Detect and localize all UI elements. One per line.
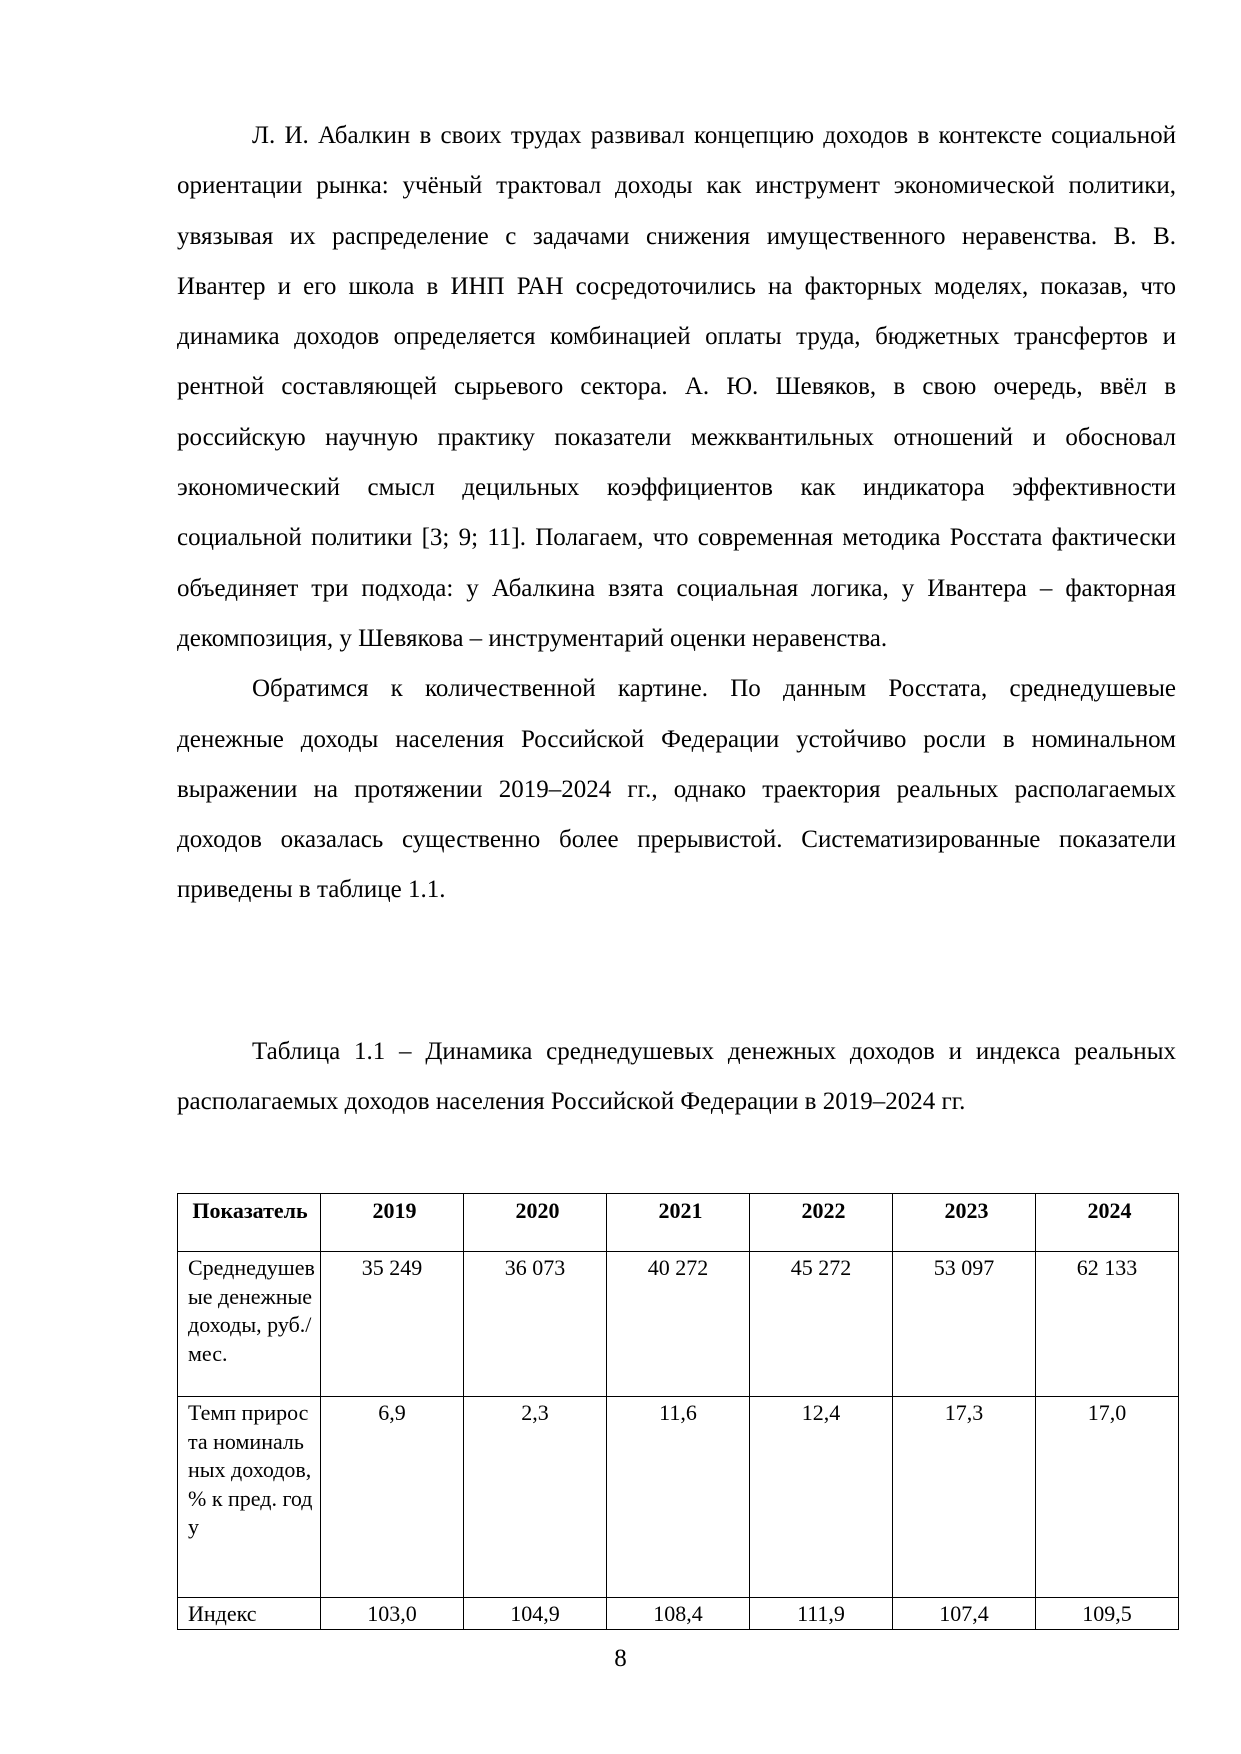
table-cell: 107,4: [893, 1598, 1036, 1630]
table-header-row: [178, 1194, 1179, 1252]
table-cell: 45 272: [750, 1252, 893, 1397]
table-row: [178, 1598, 1179, 1630]
table-cell: 36 073: [464, 1252, 607, 1397]
table-caption-block: [177, 1027, 1176, 1128]
table-cell: 17,0: [1036, 1397, 1179, 1598]
table-row: [178, 1252, 1179, 1397]
body-text: [177, 111, 1176, 916]
table-cell: 12,4: [750, 1397, 893, 1598]
table-cell: 35 249: [321, 1252, 464, 1397]
row-label: Среднедушевые денежные доходы, руб./мес.: [178, 1252, 321, 1397]
table-cell: 11,6: [607, 1397, 750, 1598]
row-label: Темп прироста номинальных доходов, % к пред. году: [178, 1397, 321, 1598]
table-cell: 103,0: [321, 1598, 464, 1630]
header-year: 2019: [321, 1194, 464, 1252]
header-year: 2024: [1036, 1194, 1179, 1252]
table-cell: 6,9: [321, 1397, 464, 1598]
paragraph-2: Обратимся к количественной картине. По данным Росстата, среднедушевые денежные доходы населения Российской Федерации устойчиво росли в номинальном выражении на протяжении 2019–2024 гг., однако траектория реальных располагаемых доходов оказалась существенно более прерывистой. Систематизированные показатели приведены в таблице 1.1.: [177, 675, 1176, 904]
table-cell: 17,3: [893, 1397, 1036, 1598]
table-caption: Таблица 1.1 – Динамика среднедушевых денежных доходов и индекса реальных располагаемых доходов населения Российской Федерации в 2019–2024 гг.: [177, 1038, 1176, 1116]
table-cell: 111,9: [750, 1598, 893, 1630]
table-cell: 2,3: [464, 1397, 607, 1598]
table-cell: 104,9: [464, 1598, 607, 1630]
table-cell: 40 272: [607, 1252, 750, 1397]
table-cell: 109,5: [1036, 1598, 1179, 1630]
header-year: 2023: [893, 1194, 1036, 1252]
table-cell: 62 133: [1036, 1252, 1179, 1397]
table-cell: 108,4: [607, 1598, 750, 1630]
page-number: 8: [614, 1645, 627, 1672]
header-year: 2021: [607, 1194, 750, 1252]
income-table: [177, 1193, 1179, 1630]
header-indicator: Показатель: [178, 1194, 321, 1252]
row-label: Индекс: [178, 1598, 321, 1630]
table-row: [178, 1397, 1179, 1598]
header-year: 2020: [464, 1194, 607, 1252]
table-cell: 53 097: [893, 1252, 1036, 1397]
paragraph-1: Л. И. Абалкин в своих трудах развивал концепцию доходов в контексте социальной ориентации рынка: учёный трактовал доходы как инструмент экономической политики, увязывая их распределение с задачами снижения имущественного неравенства. В. В. Ивантер и его школа в ИНП РАН сосредоточились на факторных моделях, показав, что динамика доходов определяется комбинацией оплаты труда, бюджетных трансфертов и рентной составляющей сырьевого сектора. А. Ю. Шевяков, в свою очередь, ввёл в российскую научную практику показатели межквантильных отношений и обосновал экономический смысл децильных коэффициентов как индикатора эффективности социальной политики [3; 9; 11]. Полагаем, что современная методика Росстата фактически объединяет три подхода: у Абалкина взята социальная логика, у Ивантера – факторная декомпозиция, у Шевякова – инструментарий оценки неравенства.: [177, 122, 1176, 652]
header-year: 2022: [750, 1194, 893, 1252]
